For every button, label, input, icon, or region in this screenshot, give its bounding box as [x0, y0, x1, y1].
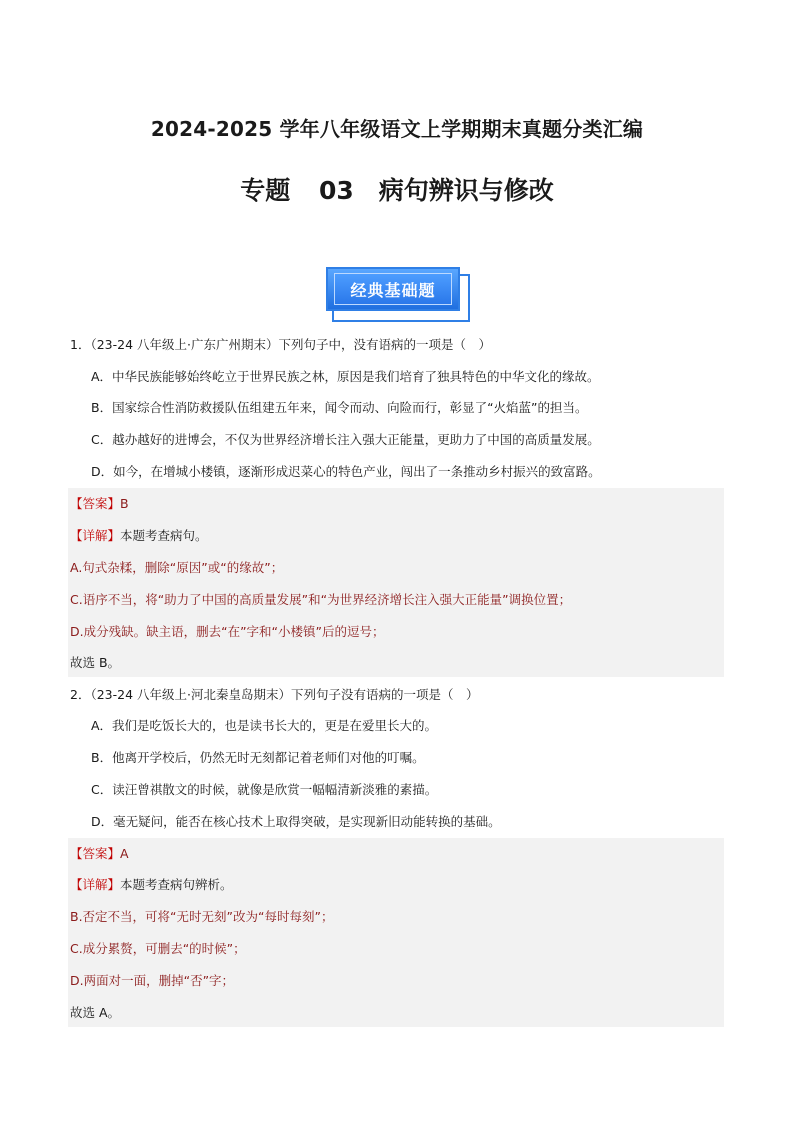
- question-2-conclusion: 故选 A。: [70, 1005, 121, 1020]
- question-1-option-a: A．中华民族能够始终屹立于世界民族之林，原因是我们培育了独具特色的中华文化的缘故。: [91, 369, 600, 384]
- question-2-detail: [70, 877, 724, 893]
- question-2-option-c: C．读汪曾祺散文的时候，就像是欣赏一幅幅清新淡雅的素描。: [91, 782, 438, 797]
- question-2-analysis-c: C.成分累赘，可删去“的时候”；: [70, 941, 246, 956]
- question-2-answer: [70, 846, 724, 862]
- detail-tag: 【详解】: [70, 528, 121, 543]
- badge-label: 经典基础题: [334, 273, 452, 305]
- answer-value: B: [120, 496, 129, 511]
- section-badge: [326, 267, 468, 321]
- question-1-analysis-d: D.成分残缺。缺主语，删去“在”字和“小楼镇”后的逗号；: [70, 624, 385, 639]
- question-2-option-b: B．他离开学校后，仍然无时无刻都记着老师们对他的叮嘱。: [91, 750, 425, 765]
- question-1-detail: [70, 528, 724, 544]
- topic-title: 专题 03 病句辨识与修改: [240, 176, 554, 205]
- badge-frame: [326, 267, 460, 311]
- answer-value: A: [120, 846, 129, 861]
- question-1-option-c: C．越办越好的进博会，不仅为世界经济增长注入强大正能量，更助力了中国的高质量发展。: [91, 432, 600, 447]
- question-2-answer-block: [68, 838, 724, 1027]
- question-2-option-d: D．毫无疑问，能否在核心技术上取得突破，是实现新旧动能转换的基础。: [91, 814, 501, 829]
- question-1-conclusion: 故选 B。: [70, 655, 121, 670]
- question-1-analysis-a: A.句式杂糅，删除“原因”或“的缘故”；: [70, 560, 284, 575]
- question-1-option-b: B．国家综合性消防救援队伍组建五年来，闻令而动、向险而行，彰显了“火焰蓝”的担当。: [91, 400, 588, 415]
- detail-text: 本题考查病句。: [120, 528, 208, 543]
- question-1-answer: [70, 496, 724, 512]
- question-2-analysis-d: D.两面对一面，删掉“否”字；: [70, 973, 235, 988]
- answer-tag: 【答案】: [70, 846, 121, 861]
- question-1-stem: 1．（23-24 八年级上·广东广州期末）下列句子中，没有语病的一项是（ ）: [70, 337, 491, 352]
- question-1-analysis-c: C.语序不当，将“助力了中国的高质量发展”和“为世界经济增长注入强大正能量”调换位置；: [70, 592, 572, 607]
- question-2-option-a: A．我们是吃饭长大的，也是读书长大的，更是在爱里长大的。: [91, 718, 438, 733]
- question-1-answer-block: [68, 488, 724, 677]
- detail-text: 本题考查病句辨析。: [120, 877, 233, 892]
- question-1-option-d: D．如今，在增城小楼镇，逐渐形成迟菜心的特色产业，闯出了一条推动乡村振兴的致富路。: [91, 464, 601, 479]
- question-2-stem: 2．（23-24 八年级上·河北秦皇岛期末）下列句子没有语病的一项是（ ）: [70, 687, 479, 702]
- document-title: 2024-2025 学年八年级语文上学期期末真题分类汇编: [150, 117, 644, 141]
- detail-tag: 【详解】: [70, 877, 121, 892]
- question-2-analysis-b: B.否定不当，可将“无时无刻”改为“每时每刻”；: [70, 909, 334, 924]
- answer-tag: 【答案】: [70, 496, 121, 511]
